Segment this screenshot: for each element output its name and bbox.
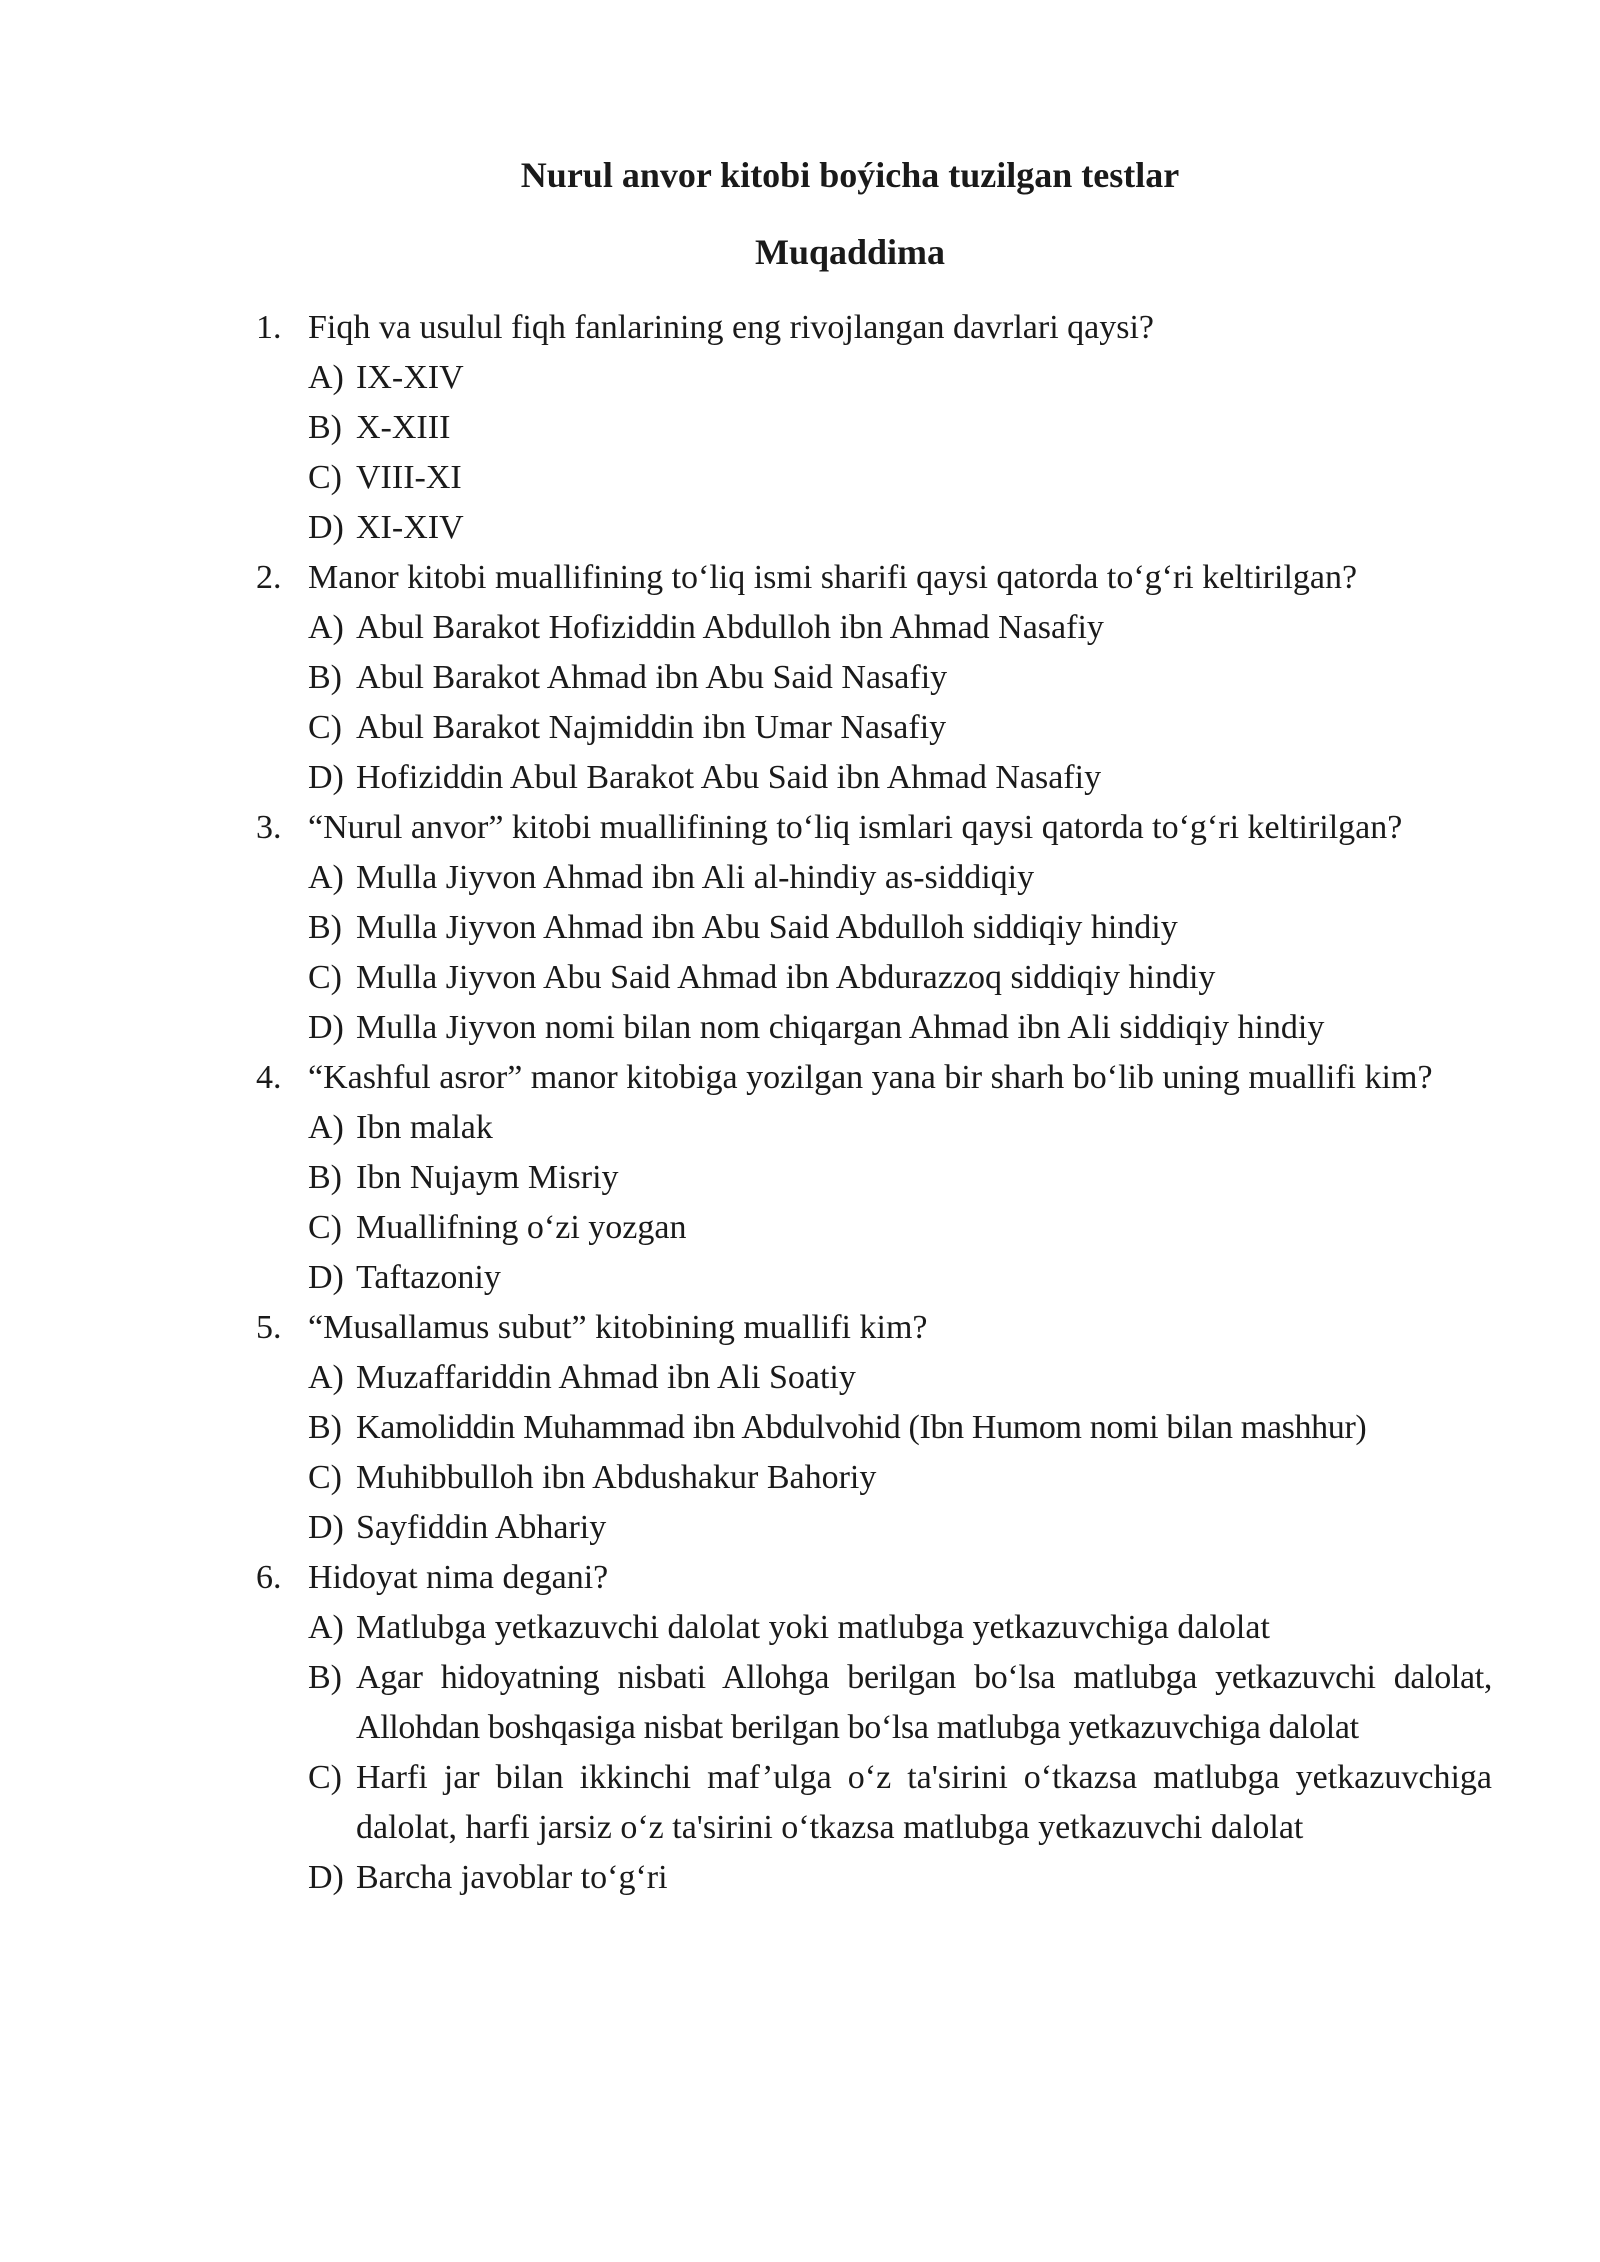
answer-options [308, 353, 1492, 553]
answer-option [308, 1503, 1492, 1553]
answer-option [308, 903, 1492, 953]
option-text: Sayfiddin Abhariy [356, 1509, 607, 1546]
question-text: Manor kitobi muallifining to‘liq ismi sharifi qaysi qatorda to‘g‘ri keltirilgan? [308, 559, 1358, 596]
answer-option [308, 353, 1492, 403]
option-letter: A) [308, 1359, 344, 1396]
option-letter: C) [308, 709, 342, 746]
option-letter: B) [308, 909, 342, 946]
answer-option [308, 1853, 1492, 1903]
option-text: Mulla Jiyvon Abu Said Ahmad ibn Abdurazzoq siddiqiy hindiy [356, 959, 1216, 996]
option-letter: B) [308, 659, 342, 696]
question-number: 1. [256, 309, 282, 346]
option-text: Abul Barakot Ahmad ibn Abu Said Nasafiy [356, 659, 948, 696]
option-letter: A) [308, 609, 344, 646]
question-item [256, 803, 1492, 1053]
option-text: IX-XIV [356, 359, 464, 396]
option-text: VIII-XI [356, 459, 462, 496]
question-item [256, 303, 1492, 553]
option-letter: A) [308, 359, 344, 396]
answer-options [308, 1353, 1492, 1553]
answer-option [308, 1253, 1492, 1303]
option-letter: D) [308, 759, 344, 796]
answer-option [308, 1353, 1492, 1403]
answer-option [308, 953, 1492, 1003]
option-letter: B) [308, 1659, 342, 1696]
question-number: 5. [256, 1309, 282, 1346]
question-item [256, 1053, 1492, 1303]
answer-option [308, 1653, 1492, 1753]
answer-option [308, 1103, 1492, 1153]
option-text: Mulla Jiyvon nomi bilan nom chiqargan Ahmad ibn Ali siddiqiy hindiy [356, 1009, 1325, 1046]
answer-option [308, 1453, 1492, 1503]
question-text: “Nurul anvor” kitobi muallifining to‘liq ismlari qaysi qatorda to‘g‘ri keltirilgan? [308, 809, 1403, 846]
option-letter: D) [308, 1259, 344, 1296]
answer-option [308, 653, 1492, 703]
option-letter: D) [308, 1009, 344, 1046]
section-title: Muqaddima [754, 232, 946, 272]
option-text: Abul Barakot Hofiziddin Abdulloh ibn Ahmad Nasafiy [356, 609, 1104, 646]
question-text: “Kashful asror” manor kitobiga yozilgan yana bir sharh bo‘lib uning muallifi kim? [308, 1059, 1433, 1096]
option-letter: C) [308, 1209, 342, 1246]
option-text: Mulla Jiyvon Ahmad ibn Abu Said Abdulloh siddiqiy hindiy [356, 909, 1178, 946]
answer-options [308, 853, 1492, 1053]
answer-option [308, 603, 1492, 653]
answer-options [308, 1103, 1492, 1303]
option-text: XI-XIV [356, 509, 464, 546]
option-text: Ibn Nujaym Misriy [356, 1159, 619, 1196]
option-letter: D) [308, 1859, 344, 1896]
answer-option [308, 1153, 1492, 1203]
question-item [256, 1303, 1492, 1553]
question-item [256, 1553, 1492, 1903]
question-number: 2. [256, 559, 282, 596]
option-text: X-XIII [356, 409, 451, 446]
answer-option [308, 453, 1492, 503]
question-text: “Musallamus subut” kitobining muallifi kim? [308, 1309, 928, 1346]
answer-option [308, 753, 1492, 803]
question-number: 3. [256, 809, 282, 846]
option-letter: C) [308, 959, 342, 996]
answer-option [308, 503, 1492, 553]
question-item [256, 553, 1492, 803]
answer-option [308, 703, 1492, 753]
option-text: Taftazoniy [356, 1259, 501, 1296]
option-letter: C) [308, 1759, 342, 1796]
option-text: Muallifning o‘zi yozgan [356, 1209, 687, 1246]
question-number: 6. [256, 1559, 282, 1596]
option-letter: A) [308, 859, 344, 896]
option-letter: C) [308, 459, 342, 496]
option-letter: B) [308, 1159, 342, 1196]
option-text: Matlubga yetkazuvchi dalolat yoki matlubga yetkazuvchiga dalolat [356, 1609, 1270, 1646]
question-number: 4. [256, 1059, 282, 1096]
answer-option [308, 1403, 1492, 1453]
option-text: Abul Barakot Najmiddin ibn Umar Nasafiy [356, 709, 947, 746]
answer-option [308, 1203, 1492, 1253]
option-text: Muzaffariddin Ahmad ibn Ali Soatiy [356, 1359, 856, 1396]
option-letter: C) [308, 1459, 342, 1496]
option-text: Kamoliddin Muhammad ibn Abdulvohid (Ibn Humom nomi bilan mashhur) [356, 1409, 1367, 1446]
answer-option [308, 853, 1492, 903]
document-title: Nurul anvor kitobi boýicha tuzilgan testlar [520, 155, 1180, 195]
answer-options [308, 603, 1492, 803]
option-letter: B) [308, 1409, 342, 1446]
answer-option [308, 403, 1492, 453]
option-text: Agar hidoyatning nisbati Allohga berilgan bo‘lsa matlubga yetkazuvchi dalolat, Allohdan boshqasiga nisbat berilgan bo‘lsa matlubga yetkazuvchiga dalolat [356, 1659, 1492, 1746]
answer-option [308, 1753, 1492, 1853]
option-letter: A) [308, 1109, 344, 1146]
option-text: Ibn malak [356, 1109, 493, 1146]
option-letter: B) [308, 409, 342, 446]
option-text: Mulla Jiyvon Ahmad ibn Ali al-hindiy as-siddiqiy [356, 859, 1035, 896]
answer-options [308, 1603, 1492, 1903]
option-letter: D) [308, 509, 344, 546]
answer-option [308, 1003, 1492, 1053]
answer-option [308, 1603, 1492, 1653]
option-text: Hofiziddin Abul Barakot Abu Said ibn Ahmad Nasafiy [356, 759, 1102, 796]
option-letter: A) [308, 1609, 344, 1646]
option-letter: D) [308, 1509, 344, 1546]
option-text: Barcha javoblar to‘g‘ri [356, 1859, 668, 1896]
question-text: Hidoyat nima degani? [308, 1559, 609, 1596]
option-text: Muhibbulloh ibn Abdushakur Bahoriy [356, 1459, 877, 1496]
question-list [256, 303, 1492, 1903]
option-text: Harfi jar bilan ikkinchi maf’ulga o‘z ta'sirini o‘tkazsa matlubga yetkazuvchiga dalolat, harfi jarsiz o‘z ta'sirini o‘tkazsa matlubga yetkazuvchi dalolat [356, 1759, 1492, 1846]
question-text: Fiqh va usulul fiqh fanlarining eng rivojlangan davrlari qaysi? [308, 309, 1155, 346]
